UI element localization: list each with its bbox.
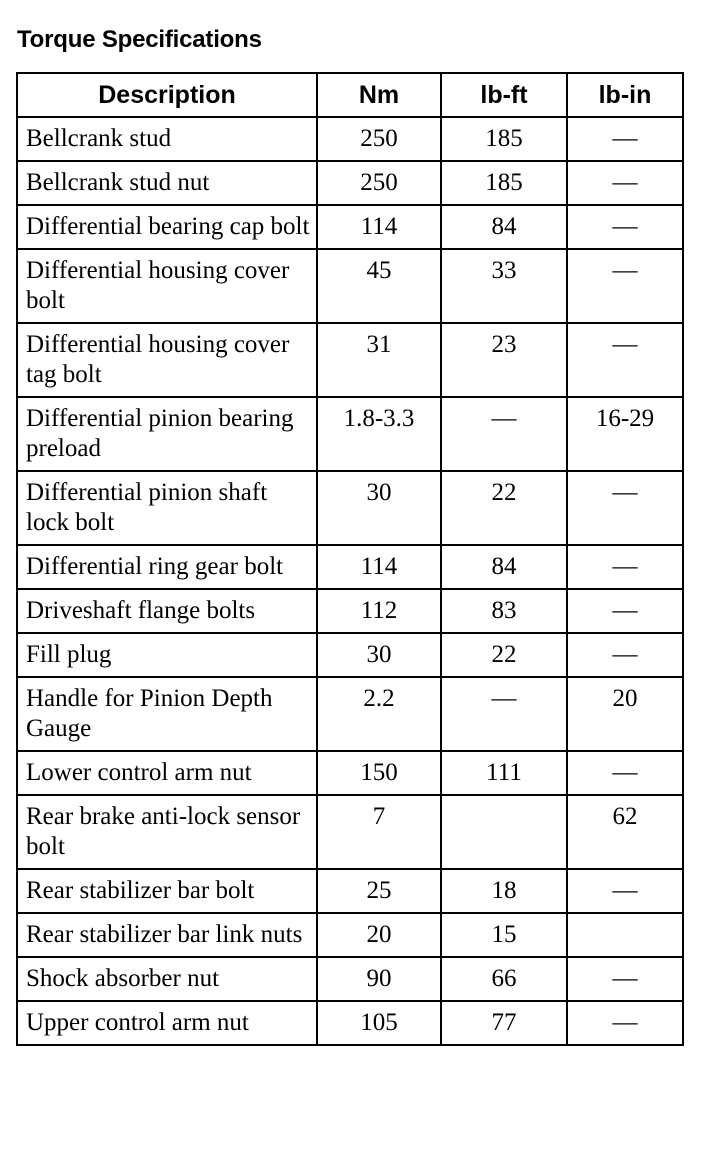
description-cell: Differential housing cover bolt [17, 249, 317, 323]
table-row [17, 545, 683, 589]
lb-ft-cell: 84 [441, 545, 567, 589]
table-row [17, 397, 683, 471]
description-cell: Lower control arm nut [17, 751, 317, 795]
lb-in-cell: — [567, 471, 683, 545]
lb-ft-cell: 84 [441, 205, 567, 249]
lb-ft-cell: 22 [441, 471, 567, 545]
nm-cell: 105 [317, 1001, 441, 1045]
table-row [17, 1001, 683, 1045]
nm-cell: 30 [317, 633, 441, 677]
description-cell: Handle for Pinion Depth Gauge [17, 677, 317, 751]
nm-cell: 1.8-3.3 [317, 397, 441, 471]
lb-in-cell: — [567, 589, 683, 633]
page-title: Torque Specifications [17, 26, 262, 53]
table-row [17, 633, 683, 677]
description-cell: Rear stabilizer bar link nuts [17, 913, 317, 957]
lb-ft-cell: 185 [441, 117, 567, 161]
nm-cell: 112 [317, 589, 441, 633]
table-body [17, 117, 683, 1045]
lb-in-cell: — [567, 1001, 683, 1045]
table-header-row [17, 73, 683, 117]
nm-cell: 30 [317, 471, 441, 545]
table-row [17, 249, 683, 323]
table-row [17, 117, 683, 161]
lb-in-cell: 20 [567, 677, 683, 751]
description-cell: Differential ring gear bolt [17, 545, 317, 589]
table-row [17, 323, 683, 397]
lb-in-cell: — [567, 249, 683, 323]
nm-cell: 250 [317, 161, 441, 205]
table-row [17, 913, 683, 957]
lb-in-cell: — [567, 751, 683, 795]
table-row [17, 471, 683, 545]
table-row [17, 205, 683, 249]
lb-ft-cell: — [441, 677, 567, 751]
description-cell: Differential housing cover tag bolt [17, 323, 317, 397]
nm-cell: 90 [317, 957, 441, 1001]
lb-ft-cell [441, 795, 567, 869]
nm-cell: 114 [317, 545, 441, 589]
lb-ft-cell: 18 [441, 869, 567, 913]
table-row [17, 161, 683, 205]
table-row [17, 677, 683, 751]
description-cell: Bellcrank stud [17, 117, 317, 161]
nm-cell: 150 [317, 751, 441, 795]
lb-ft-cell: 66 [441, 957, 567, 1001]
lb-in-cell: — [567, 957, 683, 1001]
description-cell: Differential pinion bearing preload [17, 397, 317, 471]
description-cell: Fill plug [17, 633, 317, 677]
lb-in-cell: 62 [567, 795, 683, 869]
description-cell: Driveshaft flange bolts [17, 589, 317, 633]
description-cell: Upper control arm nut [17, 1001, 317, 1045]
table-row [17, 869, 683, 913]
lb-ft-cell: 185 [441, 161, 567, 205]
torque-specifications-table [16, 72, 684, 1046]
column-header-description: Description [17, 73, 317, 117]
lb-ft-cell: 15 [441, 913, 567, 957]
description-cell: Shock absorber nut [17, 957, 317, 1001]
table-row [17, 795, 683, 869]
lb-in-cell: 16-29 [567, 397, 683, 471]
description-cell: Rear brake anti-lock sensor bolt [17, 795, 317, 869]
lb-in-cell [567, 913, 683, 957]
column-header-nm: Nm [317, 73, 441, 117]
nm-cell: 114 [317, 205, 441, 249]
lb-ft-cell: 33 [441, 249, 567, 323]
nm-cell: 45 [317, 249, 441, 323]
column-header-lb-in: lb-in [567, 73, 683, 117]
lb-in-cell: — [567, 205, 683, 249]
lb-ft-cell: 23 [441, 323, 567, 397]
lb-ft-cell: 22 [441, 633, 567, 677]
column-header-lb-ft: lb-ft [441, 73, 567, 117]
table-row [17, 957, 683, 1001]
lb-in-cell: — [567, 545, 683, 589]
description-cell: Differential bearing cap bolt [17, 205, 317, 249]
lb-ft-cell: 83 [441, 589, 567, 633]
table-row [17, 751, 683, 795]
lb-in-cell: — [567, 117, 683, 161]
description-cell: Rear stabilizer bar bolt [17, 869, 317, 913]
lb-ft-cell: 111 [441, 751, 567, 795]
description-cell: Differential pinion shaft lock bolt [17, 471, 317, 545]
lb-ft-cell: — [441, 397, 567, 471]
nm-cell: 250 [317, 117, 441, 161]
nm-cell: 20 [317, 913, 441, 957]
lb-in-cell: — [567, 633, 683, 677]
description-cell: Bellcrank stud nut [17, 161, 317, 205]
lb-in-cell: — [567, 161, 683, 205]
lb-in-cell: — [567, 869, 683, 913]
table-row [17, 589, 683, 633]
lb-ft-cell: 77 [441, 1001, 567, 1045]
lb-in-cell: — [567, 323, 683, 397]
nm-cell: 25 [317, 869, 441, 913]
nm-cell: 2.2 [317, 677, 441, 751]
nm-cell: 31 [317, 323, 441, 397]
nm-cell: 7 [317, 795, 441, 869]
